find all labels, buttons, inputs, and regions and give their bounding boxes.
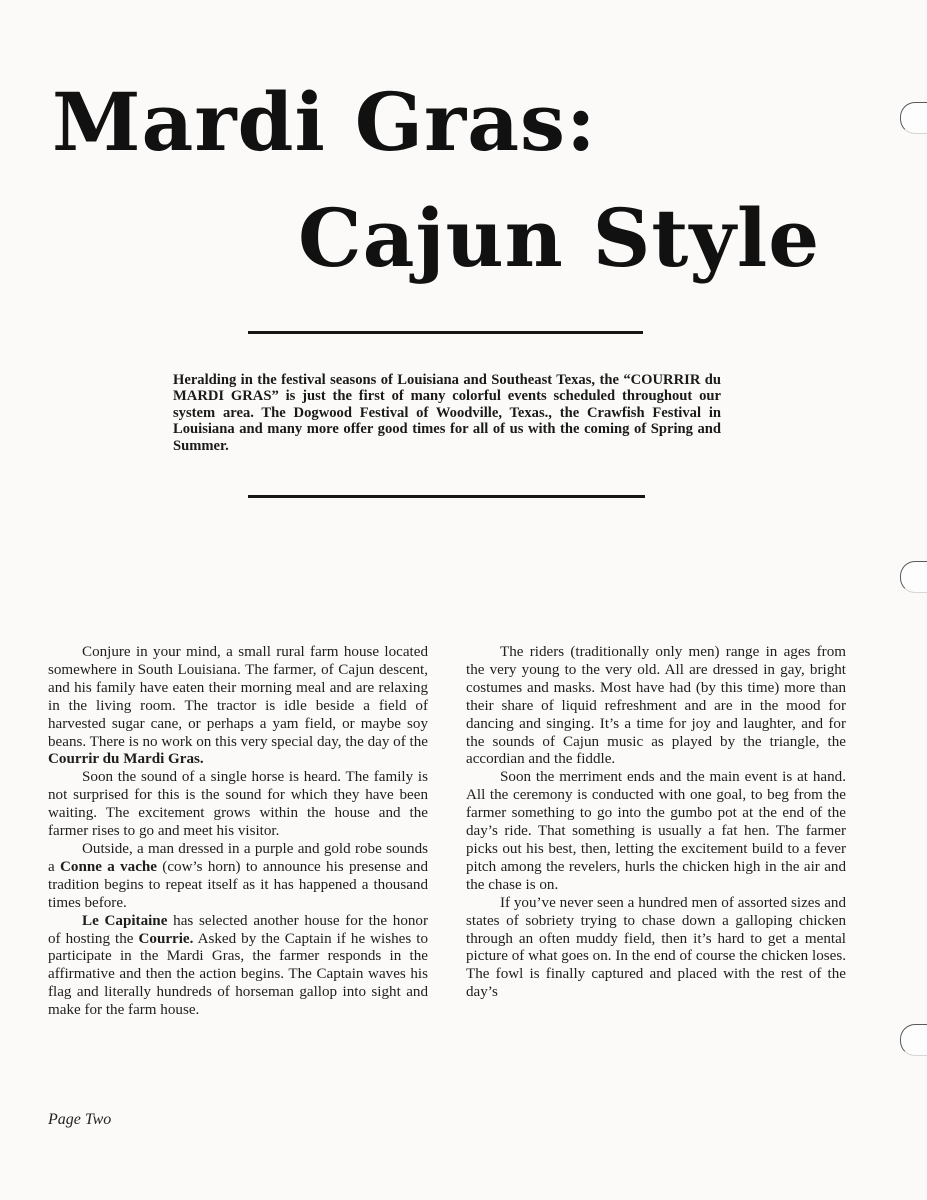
divider-rule-bottom (248, 495, 645, 498)
intro-paragraph: Heralding in the festival seasons of Louisiana and Southeast Texas, the “COURRIR du MARDI GRAS” is just the first of many colorful events scheduled throughout our system area. The Dogwood Festival of Woodville, Texas., the Crawfish Festival in Louisiana and many more offer good times for all of us with the coming of Spring and Summer. (173, 372, 721, 454)
emphasis: Le Capitaine (82, 912, 168, 929)
binder-punch-hole (900, 102, 927, 134)
body-paragraph: If you’ve never seen a hundred men of assorted sizes and states of sobriety trying to chase down a galloping chicken through an often muddy field, then it’s hard to get a mental picture of what goes on. In the end of course the chicken loses. The fowl is finally captured and placed with the rest of the day’s (466, 894, 846, 1001)
body-paragraph: Soon the sound of a single horse is heard. The family is not surprised for this is the sound for which they have been waiting. The excitement grows within the house and the farmer rises to go and meet his visitor. (48, 769, 428, 840)
page-number: Page Two (48, 1111, 112, 1128)
body-paragraph: Soon the merriment ends and the main event is at hand. All the ceremony is conducted with one goal, to beg from the farmer something to go into the gumbo pot at the end of the day’s ride. That something is usually a fat hen. The farmer picks out his best, then, letting the excitement build to a fever pitch among the revelers, hurls the chicken high in the air and the chase is on. (466, 769, 846, 893)
body-column-right (466, 644, 846, 1002)
binder-punch-hole (900, 1024, 927, 1056)
body-paragraph: Outside, a man dressed in a purple and gold robe sounds a Conne a vache (cow’s horn) to announce his presense and tradition begins to repeat itself as it has happened a thousand times before. (48, 840, 429, 911)
binder-punch-hole (900, 561, 927, 593)
body-paragraph: Le Capitaine has selected another house for the honor of hosting the Courrie. Asked by the Captain if he wishes to participate in the Mardi Gras, the farmer responds in the affirmative and then the action begins. The Captain waves his flag and literally hundreds of horseman gallop into sight and make for the farm house. (48, 912, 428, 1019)
title-line-1: Mardi Gras: (52, 75, 597, 169)
emphasis: Courrie. (138, 930, 194, 947)
divider-rule-top (248, 331, 643, 334)
body-column-left (48, 644, 428, 1020)
body-paragraph: The riders (traditionally only men) range in ages from the very young to the very old. All are dressed in gay, bright costumes and masks. Most have had (by this time) more than their share of liquid refreshment and are in the mood for dancing and singing. It’s a time for joy and laughter, and for the sounds of Cajun music as played by the triangle, the accordian and the fiddle. (466, 644, 846, 768)
emphasis: Courrir du Mardi Gras. (48, 751, 204, 768)
emphasis: Conne a vache (60, 858, 157, 875)
body-paragraph: Conjure in your mind, a small rural farm house located somewhere in South Louisiana. The farmer, of Cajun descent, and his family have eaten their morning meal and are relaxing in the living room. The tractor is idle beside a field of harvested sugar cane, or perhaps a yam field, or maybe soy beans. There is no work on this very special day, the day of the Courrir du Mardi Gras. (48, 644, 428, 768)
title-line-2: Cajun Style (298, 191, 821, 285)
